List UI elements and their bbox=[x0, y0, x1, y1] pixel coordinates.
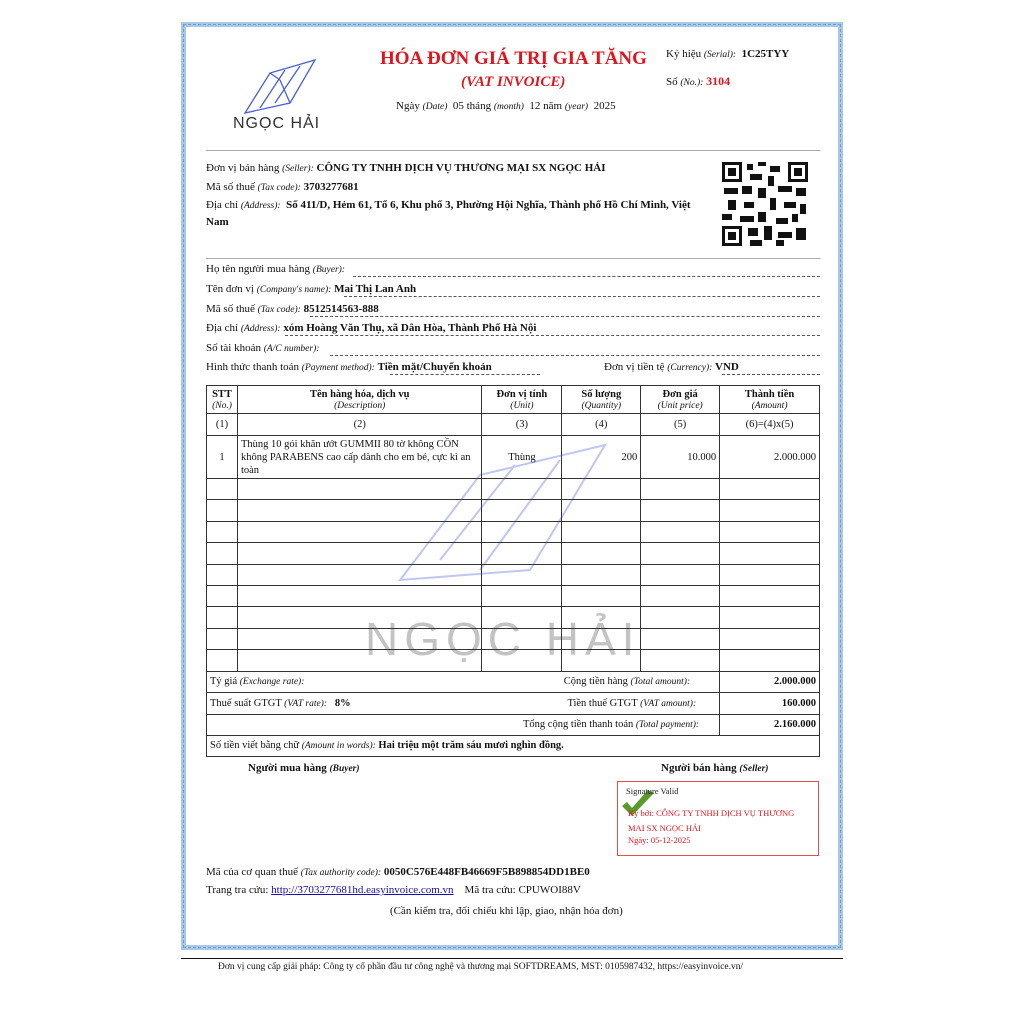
payment-method: Hình thức thanh toán (Payment method): Tiền mặt/Chuyển khoản bbox=[206, 361, 492, 373]
buyer-company: Tên đơn vị (Company's name): Mai Thị Lan Anh bbox=[206, 283, 417, 295]
invoice-date: Ngày (Date) 05 tháng (month) 12 năm (year) 2025 bbox=[396, 100, 616, 112]
lookup-info: Trang tra cứu: http://3703277681hd.easyinvoice.com.vn Mã tra cứu: CPUWOI88V bbox=[206, 884, 581, 896]
check-note: (Cần kiểm tra, đối chiếu khi lập, giao, nhận hóa đơn) bbox=[390, 905, 623, 917]
vat-row: Thuế suất GTGT (VAT rate): 8% Tiền thuế GTGT (VAT amount): 160.000 bbox=[207, 692, 820, 714]
currency: Đơn vị tiền tệ (Currency): VND bbox=[604, 361, 739, 373]
seller-address-cont: Nam bbox=[206, 216, 229, 228]
seller-name: Đơn vị bán hàng (Seller): CÔNG TY TNHH DỊCH VỤ THƯƠNG MẠI SX NGỌC HẢI bbox=[206, 162, 606, 174]
table-number-row: (1) (2) (3) (4) (5) (6)=(4)x(5) bbox=[207, 414, 820, 436]
items-table bbox=[206, 385, 820, 757]
serial: Ký hiệu (Serial): 1C25TYY bbox=[666, 48, 790, 60]
lookup-link[interactable]: http://3703277681hd.easyinvoice.com.vn bbox=[271, 884, 454, 896]
tax-authority-code: Mã của cơ quan thuế (Tax authority code): 0050C576E448FB46669F5B898854DD1BE0 bbox=[206, 866, 590, 878]
seller-address: Địa chỉ (Address): Số 411/D, Hẻm 61, Tổ 6, Khu phố 3, Phường Hội Nghĩa, Thành phố Hồ Chí Minh, Việt bbox=[206, 199, 691, 211]
buyer-signature-label: Người mua hàng (Buyer) bbox=[248, 762, 360, 774]
invoice-title: HÓA ĐƠN GIÁ TRỊ GIA TĂNG bbox=[380, 48, 647, 69]
buyer-tax: Mã số thuế (Tax code): 8512514563-888 bbox=[206, 303, 379, 315]
svg-text:NGỌC HẢI: NGỌC HẢI bbox=[365, 613, 641, 665]
invoice-number: Số (No.): 3104 bbox=[666, 74, 731, 88]
buyer-address: Địa chỉ (Address): xóm Hoàng Văn Thụ, xã Dân Hòa, Thành Phố Hà Nội bbox=[206, 322, 537, 334]
provider-info: Đơn vị cung cấp giải pháp: Công ty cổ phần đầu tư công nghệ và thương mại SOFTDREAMS, MST: 0105987432, https://easyinvoice.vn/ bbox=[218, 962, 744, 972]
digital-signature-box: Signature Valid Ký bởi: CÔNG TY TNHH DỊCH VỤ THƯƠNG MAI SX NGỌC HẢI Ngày: 05-12-2025 bbox=[617, 781, 819, 856]
seller-tax: Mã số thuế (Tax code): 3703277681 bbox=[206, 181, 359, 193]
table-row: 1 Thùng 10 gói khăn ướt GUMMII 80 tờ không CỒN không PARABENS cao cấp dành cho em bé, cực kì an toàn Thùng 200 10.000 2.000.000 bbox=[207, 436, 820, 479]
buyer-account: Số tài khoản (A/C number): bbox=[206, 342, 320, 354]
logo-text: NGỌC HẢI bbox=[233, 115, 321, 132]
qr-code-icon bbox=[722, 162, 808, 246]
invoice-subtitle: (VAT INVOICE) bbox=[461, 74, 566, 90]
total-payment-row: Tổng cộng tiền thanh toán (Total payment): 2.160.000 bbox=[207, 714, 820, 735]
logo-icon bbox=[240, 58, 320, 118]
seller-signature-label: Người bán hàng (Seller) bbox=[661, 762, 769, 774]
table-header-row: STT (No.) Tên hàng hóa, dịch vụ (Description) Đơn vị tính (Unit) Số lượng (Quantity) Đơn giá (Unit price) Thành tiền (Amount) bbox=[207, 386, 820, 414]
total-amount-row: Tỷ giá (Exchange rate): Cộng tiền hàng (Total amount): 2.000.000 bbox=[207, 671, 820, 692]
amount-words-row: Số tiền viết bằng chữ (Amount in words): Hai triệu một trăm sáu mươi nghìn đồng. bbox=[207, 735, 820, 756]
buyer-name: Họ tên người mua hàng (Buyer): bbox=[206, 263, 345, 275]
